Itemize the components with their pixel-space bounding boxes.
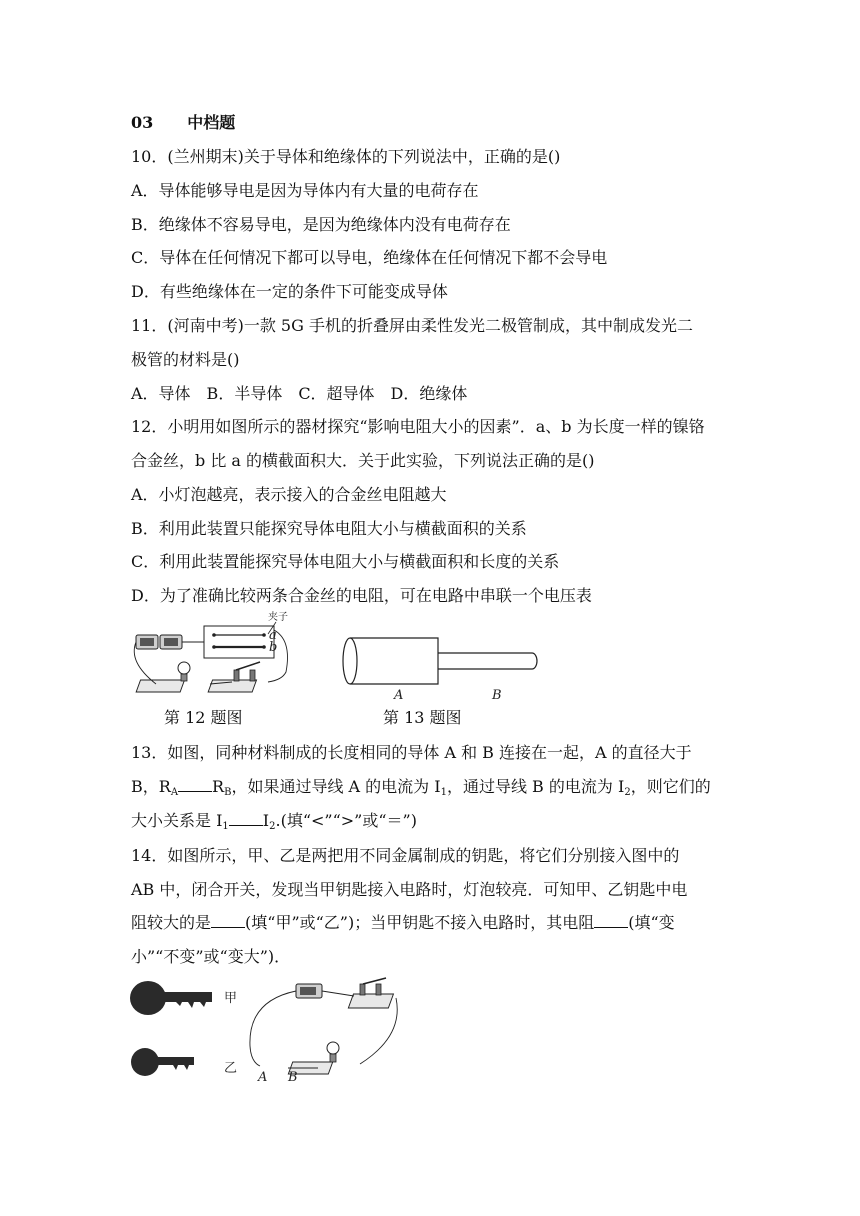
q10-stem: 10．(兰州期末)关于导体和绝缘体的下列说法中，正确的是() xyxy=(131,147,561,166)
q14-line4: 小”“不变”或“变大”)． xyxy=(131,947,291,966)
q11-stem-line1: 11．(河南中考)一款 5G 手机的折叠屏由柔性发光二极管制成，其中制成发光二 xyxy=(131,316,693,335)
fig14-label-b: B xyxy=(288,1070,298,1085)
q13-text: R xyxy=(212,777,225,796)
fig12-wire-a-label: a xyxy=(269,628,277,643)
answer-blank[interactable] xyxy=(178,777,212,792)
q13-text: B，R xyxy=(131,777,171,796)
q12-option-a: A．小灯泡越亮，表示接入的合金丝电阻越大 xyxy=(131,485,447,504)
fig12-clip-label: 夹子 xyxy=(268,612,288,623)
answer-blank[interactable] xyxy=(211,913,245,928)
q12-stem-line1: 12．小明用如图所示的器材探究“影响电阻大小的因素”．a、b 为长度一样的镍铬 xyxy=(131,417,705,436)
subscript-2: 2 xyxy=(624,787,631,798)
section-number: 03 xyxy=(131,113,154,132)
fig13-caption: 第 13 题图 xyxy=(383,708,462,727)
q11-stem-line2: 极管的材料是() xyxy=(131,350,240,369)
q10-option-c: C．导体在任何情况下都可以导电，绝缘体在任何情况下都不会导电 xyxy=(131,248,608,267)
fig13-label-a: A xyxy=(394,688,404,703)
q13-text: I xyxy=(262,811,270,830)
fig14-key-jia-label: 甲 xyxy=(224,991,238,1006)
q14-text: 阻较大的是 xyxy=(131,913,212,932)
battery-icon xyxy=(136,635,182,649)
fig12-circuit-diagram xyxy=(126,610,296,702)
answer-blank[interactable] xyxy=(594,913,628,928)
conductor-a xyxy=(343,638,438,684)
q13-line1: 13．如图，同种材料制成的长度相同的导体 A 和 B 连接在一起，A 的直径大于 xyxy=(131,743,692,762)
subscript-b: B xyxy=(224,787,232,798)
battery-icon xyxy=(296,984,322,998)
q14-line3 xyxy=(131,913,675,933)
q10-option-d: D．有些绝缘体在一定的条件下可能变成导体 xyxy=(131,282,448,301)
subscript-2: 2 xyxy=(269,821,276,832)
section-heading xyxy=(131,113,235,133)
q10-option-a: A．导体能够导电是因为导体内有大量的电荷存在 xyxy=(131,181,479,200)
q14-line2: AB 中，闭合开关，发现当甲钥匙接入电路时，灯泡较亮．可知甲、乙钥匙中电 xyxy=(131,880,688,899)
fig14-keys-circuit-diagram xyxy=(128,976,408,1088)
q13-text: .(填“<”“>”或“＝”) xyxy=(275,811,417,830)
subscript-1: 1 xyxy=(440,787,447,798)
subscript-1: 1 xyxy=(222,821,229,832)
q14-text: (填“甲”或“乙”)；当甲钥匙不接入电路时，其电阻 xyxy=(245,913,595,932)
q13-text: 大小关系是 I xyxy=(131,811,223,830)
section-title: 中档题 xyxy=(187,113,236,132)
fig14-label-a: A xyxy=(258,1070,268,1085)
q12-option-b: B．利用此装置只能探究导体电阻大小与横截面积的关系 xyxy=(131,519,527,538)
q13-line3 xyxy=(131,811,417,831)
q12-option-d: D．为了准确比较两条合金丝的电阻，可在电路中串联一个电压表 xyxy=(131,586,592,605)
q13-text: ，如果通过导线 A 的电流为 I xyxy=(231,777,441,796)
fig14-key-yi-label: 乙 xyxy=(224,1061,238,1076)
q14-line1: 14．如图所示，甲、乙是两把用不同金属制成的钥匙，将它们分别接入图中的 xyxy=(131,846,680,865)
q12-stem-line2: 合金丝，b 比 a 的横截面积大．关于此实验，下列说法正确的是() xyxy=(131,451,595,470)
conductor-b xyxy=(438,653,537,669)
q13-text: ，则它们的 xyxy=(630,777,711,796)
fig13-conductor-diagram xyxy=(340,636,540,704)
answer-blank[interactable] xyxy=(229,811,263,826)
switch-icon xyxy=(348,978,393,1008)
q12-option-c: C．利用此装置能探究导体电阻大小与横截面积和长度的关系 xyxy=(131,552,560,571)
switch-icon xyxy=(208,662,260,692)
alloy-wire-board xyxy=(204,626,274,658)
subscript-a: A xyxy=(170,787,179,798)
q13-text: ，通过导线 B 的电流为 I xyxy=(446,777,625,796)
q13-line2 xyxy=(131,777,711,797)
lamp-icon xyxy=(136,662,190,692)
q11-options: A．导体 B．半导体 C．超导体 D．绝缘体 xyxy=(131,384,468,403)
fig12-caption: 第 12 题图 xyxy=(164,708,243,727)
fig13-label-b: B xyxy=(492,688,502,703)
fig12-wire-b-label: b xyxy=(269,640,278,655)
q10-option-b: B．绝缘体不容易导电，是因为绝缘体内没有电荷存在 xyxy=(131,215,511,234)
key-yi-icon xyxy=(131,1048,194,1076)
q14-text: (填“变 xyxy=(628,913,675,932)
key-jia-icon xyxy=(130,981,212,1015)
